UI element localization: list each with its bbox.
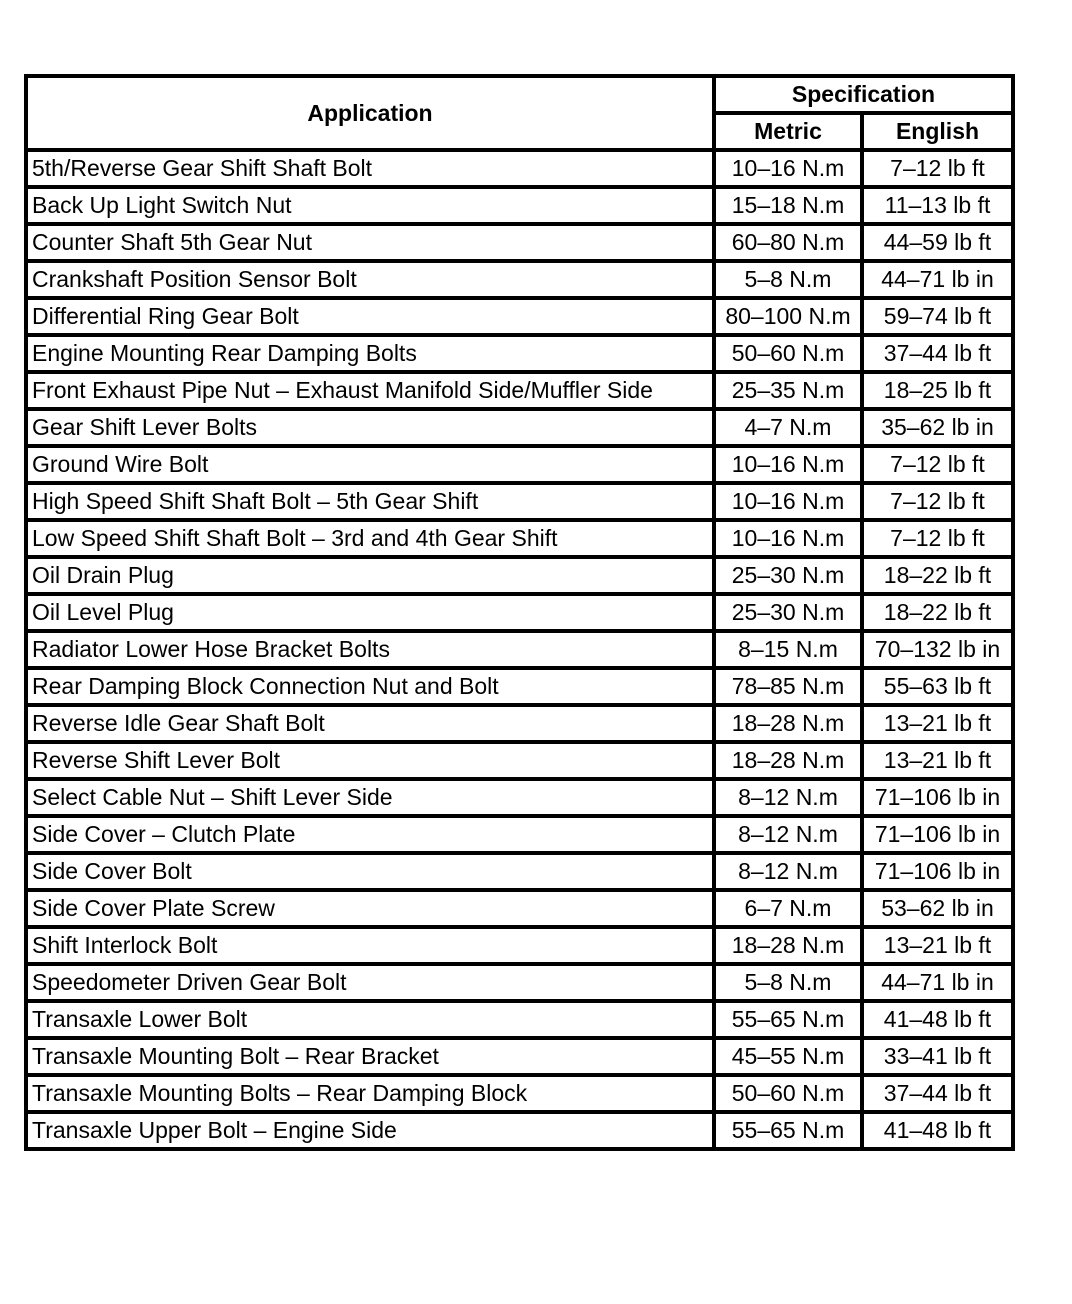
- english-value-cell: 7–12 lb ft: [862, 446, 1013, 483]
- metric-value-cell: 10–16 N.m: [714, 483, 862, 520]
- table-row: [26, 668, 1013, 705]
- table-row: [26, 261, 1013, 298]
- table-row: [26, 224, 1013, 261]
- english-value-cell: 13–21 lb ft: [862, 705, 1013, 742]
- application-cell: Front Exhaust Pipe Nut – Exhaust Manifold Side/Muffler Side: [26, 372, 714, 409]
- application-cell: Speedometer Driven Gear Bolt: [26, 964, 714, 1001]
- metric-value-cell: 10–16 N.m: [714, 520, 862, 557]
- table-row: [26, 187, 1013, 224]
- metric-value-cell: 4–7 N.m: [714, 409, 862, 446]
- application-cell: Counter Shaft 5th Gear Nut: [26, 224, 714, 261]
- application-cell: Transaxle Upper Bolt – Engine Side: [26, 1112, 714, 1149]
- english-value-cell: 7–12 lb ft: [862, 150, 1013, 187]
- metric-value-cell: 25–30 N.m: [714, 594, 862, 631]
- table-row: [26, 335, 1013, 372]
- metric-value-cell: 15–18 N.m: [714, 187, 862, 224]
- english-value-cell: 71–106 lb in: [862, 779, 1013, 816]
- table-row: [26, 742, 1013, 779]
- metric-value-cell: 10–16 N.m: [714, 446, 862, 483]
- table-body: [26, 150, 1013, 1149]
- table-row: [26, 557, 1013, 594]
- metric-value-cell: 5–8 N.m: [714, 261, 862, 298]
- table-row: [26, 631, 1013, 668]
- application-cell: Reverse Shift Lever Bolt: [26, 742, 714, 779]
- metric-value-cell: 55–65 N.m: [714, 1001, 862, 1038]
- application-cell: High Speed Shift Shaft Bolt – 5th Gear Shift: [26, 483, 714, 520]
- english-value-cell: 18–22 lb ft: [862, 594, 1013, 631]
- table-row: [26, 520, 1013, 557]
- english-value-cell: 35–62 lb in: [862, 409, 1013, 446]
- english-value-cell: 11–13 lb ft: [862, 187, 1013, 224]
- metric-value-cell: 8–12 N.m: [714, 853, 862, 890]
- application-cell: Engine Mounting Rear Damping Bolts: [26, 335, 714, 372]
- table-row: [26, 594, 1013, 631]
- application-column-header: Application: [26, 76, 714, 150]
- specification-column-header: Specification: [714, 76, 1013, 113]
- english-value-cell: 71–106 lb in: [862, 816, 1013, 853]
- metric-value-cell: 18–28 N.m: [714, 927, 862, 964]
- application-cell: Transaxle Mounting Bolt – Rear Bracket: [26, 1038, 714, 1075]
- english-value-cell: 7–12 lb ft: [862, 520, 1013, 557]
- application-cell: Rear Damping Block Connection Nut and Bolt: [26, 668, 714, 705]
- table-row: [26, 1112, 1013, 1149]
- table-row: [26, 927, 1013, 964]
- application-cell: Ground Wire Bolt: [26, 446, 714, 483]
- metric-value-cell: 18–28 N.m: [714, 742, 862, 779]
- metric-value-cell: 25–30 N.m: [714, 557, 862, 594]
- table-row: [26, 816, 1013, 853]
- metric-value-cell: 25–35 N.m: [714, 372, 862, 409]
- metric-value-cell: 50–60 N.m: [714, 1075, 862, 1112]
- english-value-cell: 37–44 lb ft: [862, 335, 1013, 372]
- table-header: [26, 76, 1013, 150]
- header-row-top: [26, 76, 1013, 113]
- table-row: [26, 150, 1013, 187]
- application-cell: Side Cover – Clutch Plate: [26, 816, 714, 853]
- english-value-cell: 53–62 lb in: [862, 890, 1013, 927]
- english-value-cell: 70–132 lb in: [862, 631, 1013, 668]
- application-cell: Oil Drain Plug: [26, 557, 714, 594]
- application-cell: Side Cover Bolt: [26, 853, 714, 890]
- application-cell: Low Speed Shift Shaft Bolt – 3rd and 4th Gear Shift: [26, 520, 714, 557]
- metric-value-cell: 6–7 N.m: [714, 890, 862, 927]
- application-cell: Crankshaft Position Sensor Bolt: [26, 261, 714, 298]
- application-cell: Oil Level Plug: [26, 594, 714, 631]
- table-row: [26, 372, 1013, 409]
- table-row: [26, 1075, 1013, 1112]
- torque-spec-table: [24, 74, 1015, 1151]
- application-cell: Radiator Lower Hose Bracket Bolts: [26, 631, 714, 668]
- application-cell: Reverse Idle Gear Shaft Bolt: [26, 705, 714, 742]
- metric-value-cell: 8–15 N.m: [714, 631, 862, 668]
- application-cell: Transaxle Mounting Bolts – Rear Damping Block: [26, 1075, 714, 1112]
- metric-value-cell: 80–100 N.m: [714, 298, 862, 335]
- table-row: [26, 964, 1013, 1001]
- metric-value-cell: 18–28 N.m: [714, 705, 862, 742]
- metric-value-cell: 5–8 N.m: [714, 964, 862, 1001]
- table-row: [26, 890, 1013, 927]
- application-cell: Differential Ring Gear Bolt: [26, 298, 714, 335]
- metric-value-cell: 55–65 N.m: [714, 1112, 862, 1149]
- english-value-cell: 13–21 lb ft: [862, 927, 1013, 964]
- application-cell: Side Cover Plate Screw: [26, 890, 714, 927]
- metric-column-header: Metric: [714, 113, 862, 150]
- application-cell: Gear Shift Lever Bolts: [26, 409, 714, 446]
- english-value-cell: 59–74 lb ft: [862, 298, 1013, 335]
- table-row: [26, 853, 1013, 890]
- table-row: [26, 409, 1013, 446]
- english-value-cell: 13–21 lb ft: [862, 742, 1013, 779]
- english-value-cell: 33–41 lb ft: [862, 1038, 1013, 1075]
- metric-value-cell: 78–85 N.m: [714, 668, 862, 705]
- english-value-cell: 7–12 lb ft: [862, 483, 1013, 520]
- metric-value-cell: 8–12 N.m: [714, 816, 862, 853]
- table-row: [26, 483, 1013, 520]
- table-row: [26, 298, 1013, 335]
- application-cell: Select Cable Nut – Shift Lever Side: [26, 779, 714, 816]
- table-row: [26, 705, 1013, 742]
- english-value-cell: 44–59 lb ft: [862, 224, 1013, 261]
- table-row: [26, 1038, 1013, 1075]
- application-cell: 5th/Reverse Gear Shift Shaft Bolt: [26, 150, 714, 187]
- table-row: [26, 1001, 1013, 1038]
- metric-value-cell: 8–12 N.m: [714, 779, 862, 816]
- metric-value-cell: 60–80 N.m: [714, 224, 862, 261]
- metric-value-cell: 10–16 N.m: [714, 150, 862, 187]
- metric-value-cell: 50–60 N.m: [714, 335, 862, 372]
- english-value-cell: 44–71 lb in: [862, 261, 1013, 298]
- english-value-cell: 18–25 lb ft: [862, 372, 1013, 409]
- table-row: [26, 779, 1013, 816]
- english-value-cell: 71–106 lb in: [862, 853, 1013, 890]
- english-value-cell: 37–44 lb ft: [862, 1075, 1013, 1112]
- english-value-cell: 18–22 lb ft: [862, 557, 1013, 594]
- metric-value-cell: 45–55 N.m: [714, 1038, 862, 1075]
- application-cell: Back Up Light Switch Nut: [26, 187, 714, 224]
- table-row: [26, 446, 1013, 483]
- application-cell: Transaxle Lower Bolt: [26, 1001, 714, 1038]
- english-value-cell: 55–63 lb ft: [862, 668, 1013, 705]
- english-value-cell: 41–48 lb ft: [862, 1001, 1013, 1038]
- english-value-cell: 44–71 lb in: [862, 964, 1013, 1001]
- application-cell: Shift Interlock Bolt: [26, 927, 714, 964]
- english-column-header: English: [862, 113, 1013, 150]
- english-value-cell: 41–48 lb ft: [862, 1112, 1013, 1149]
